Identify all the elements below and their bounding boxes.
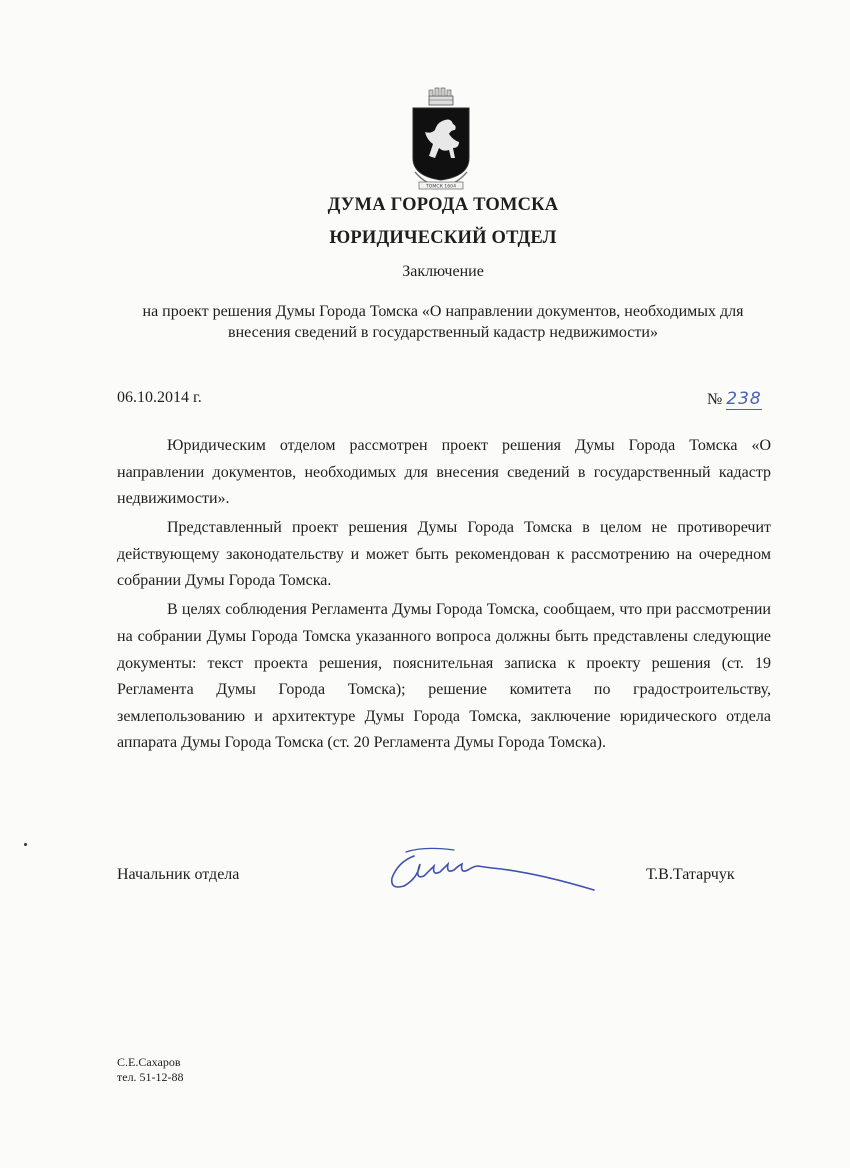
executor-info [117,1055,184,1085]
department-title: ЮРИДИЧЕСКИЙ ОТДЕЛ [329,228,557,248]
body-paragraph: Представленный проект решения Думы Города Томска в целом не противоречит действующему законодательству и может быть рекомендован к рассмотрению на очередном собрании Думы Города Томска. [117,519,771,590]
executor-phone: тел. 51-12-88 [117,1070,184,1084]
executor-name: С.Е.Сахаров [117,1055,181,1069]
document-number [707,389,762,410]
crown-icon [429,88,453,105]
body-paragraph: В целях соблюдения Регламента Думы Города Томска, сообщаем, что при рассмотрении на собрании Думы Города Томска указанного вопроса должны быть представлены следующие документы: текст проекта решения, пояснительная записка к проекту решения (ст. 19 Регламента Думы Города Томска); решение комитета по градостроительству, землепользованию и архитектуре Думы Города Томска, заключение юридического отдела аппарата Думы Города Томска (ст. 20 Регламента Думы Города Томска). [117,601,771,752]
signatory-name: Т.В.Татарчук [646,866,735,883]
document-subject [118,301,768,343]
document-body [117,433,771,759]
signatory-position: Начальник отдела [117,866,240,883]
handwritten-number: 238 [726,389,762,409]
document-date: 06.10.2014 г. [117,389,202,406]
organization-title: ДУМА ГОРОДА ТОМСКА [327,195,559,215]
handwritten-signature [384,840,599,898]
coat-of-arms-icon [407,86,475,194]
number-prefix: № [707,391,723,408]
document-type: Заключение [402,263,484,280]
scan-speck [24,843,27,846]
subject-line-1: на проект решения Думы Города Томска «О направлении документов, необходимых для [142,303,744,320]
body-paragraph: Юридическим отделом рассмотрен проект решения Думы Города Томска «О направлении документов, необходимых для внесения сведений в государственный кадастр недвижимости». [117,437,771,508]
emblem-ribbon-text: ТОМСК 1604 [425,184,457,190]
subject-line-2: внесения сведений в государственный кадастр недвижимости» [228,324,658,341]
